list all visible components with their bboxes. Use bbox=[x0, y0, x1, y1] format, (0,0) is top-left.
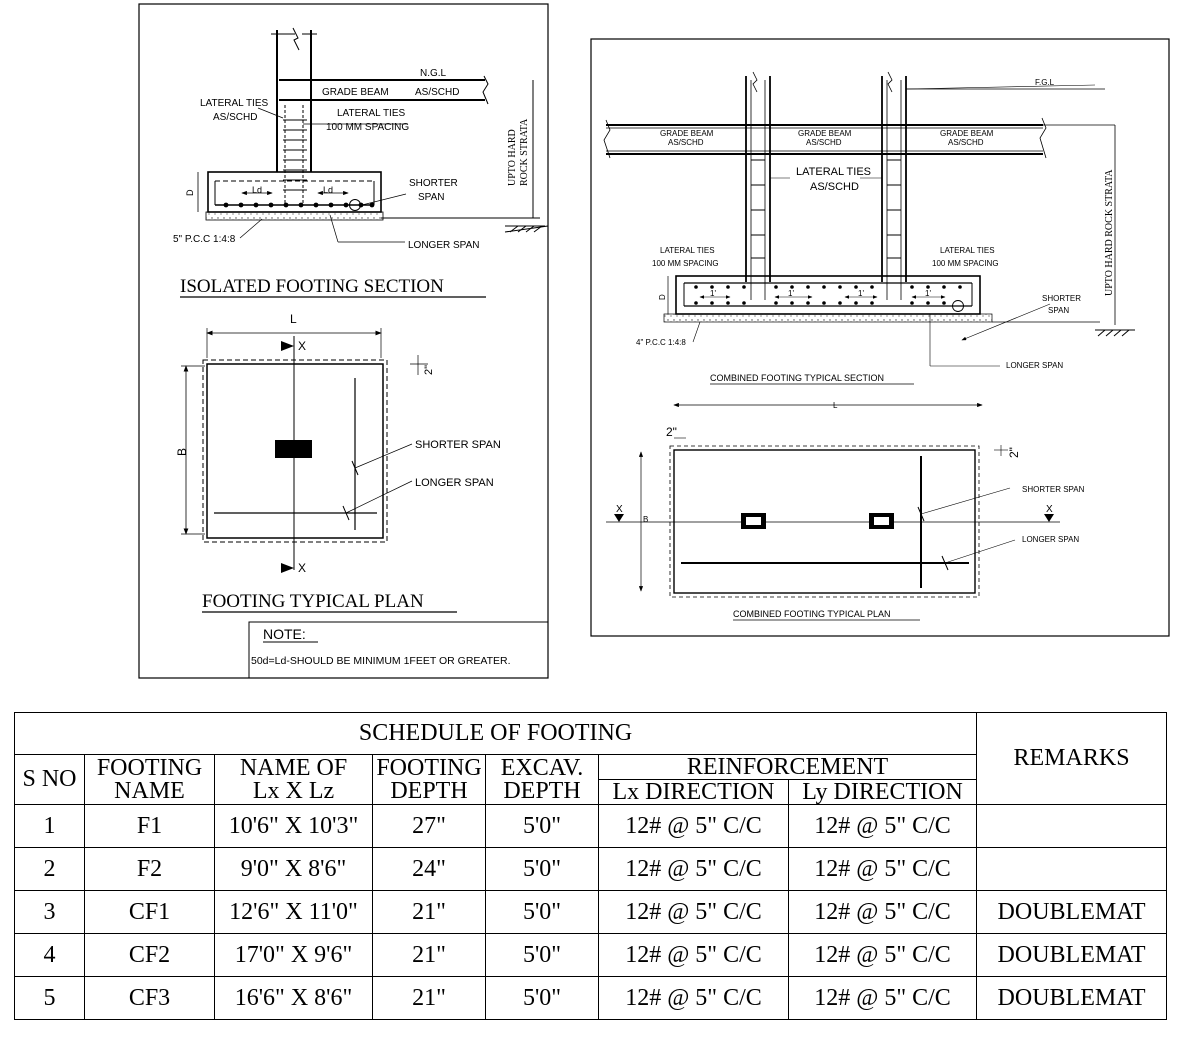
plan-longer-span: LONGER SPAN bbox=[415, 477, 494, 489]
cell-ly: 12# @ 5" C/C bbox=[789, 848, 977, 891]
cf-longer-span: LONGER SPAN bbox=[1022, 535, 1080, 544]
header-size bbox=[215, 755, 373, 805]
one-ft-1: 1' bbox=[710, 289, 716, 298]
header-remarks: REMARKS bbox=[977, 713, 1167, 805]
cell-ly: 12# @ 5" C/C bbox=[789, 977, 977, 1020]
cell-size: 10'6" X 10'3" bbox=[215, 805, 373, 848]
cell-name: CF2 bbox=[85, 934, 215, 977]
cell-size: 17'0" X 9'6" bbox=[215, 934, 373, 977]
header-footing-name bbox=[85, 755, 215, 805]
grade-beam-schd-label: AS/SCHD bbox=[415, 87, 460, 98]
header-depth-2: DEPTH bbox=[390, 777, 468, 804]
lt-left-label: LATERAL TIES bbox=[660, 246, 715, 255]
table-row bbox=[15, 977, 1167, 1020]
cf-shorter-2: SPAN bbox=[1048, 306, 1070, 315]
cell-remarks: DOUBLEMAT bbox=[977, 977, 1167, 1020]
column-block bbox=[275, 440, 312, 458]
header-depth-1: FOOTING bbox=[376, 754, 482, 781]
cell-size: 9'0" X 8'6" bbox=[215, 848, 373, 891]
combined-footing-section bbox=[604, 72, 1135, 366]
cf-column-2-inner bbox=[874, 517, 889, 525]
cell-remarks bbox=[977, 805, 1167, 848]
cf-section-title: COMBINED FOOTING TYPICAL SECTION bbox=[710, 373, 885, 383]
cf-shorter-1: SHORTER bbox=[1042, 294, 1081, 303]
gb-label-2: GRADE BEAM bbox=[798, 129, 852, 138]
one-ft-4: 1' bbox=[925, 289, 931, 298]
cell-depth: 21" bbox=[373, 934, 486, 977]
spacing-label: 100 MM SPACING bbox=[326, 122, 410, 133]
longer-span-label: LONGER SPAN bbox=[408, 240, 480, 251]
schedule-of-footing bbox=[14, 712, 1166, 1022]
table-row bbox=[15, 805, 1167, 848]
one-ft-3: 1' bbox=[858, 289, 864, 298]
header-sno: S NO bbox=[15, 755, 85, 805]
cell-name: F2 bbox=[85, 848, 215, 891]
cell-excav: 5'0" bbox=[486, 891, 599, 934]
header-excav bbox=[486, 755, 599, 805]
lateral-ties-2-label: LATERAL TIES bbox=[337, 108, 406, 119]
header-size-2: Lx X Lz bbox=[252, 777, 335, 804]
cell-ly: 12# @ 5" C/C bbox=[789, 805, 977, 848]
lt-left-spacing: 100 MM SPACING bbox=[652, 259, 719, 268]
gb-label-3: GRADE BEAM bbox=[940, 129, 994, 138]
cell-excav: 5'0" bbox=[486, 805, 599, 848]
cell-ly: 12# @ 5" C/C bbox=[789, 891, 977, 934]
cf-shorter-span: SHORTER SPAN bbox=[1022, 485, 1085, 494]
gb-label-1: GRADE BEAM bbox=[660, 129, 714, 138]
cell-depth: 21" bbox=[373, 977, 486, 1020]
cf-x-right: X bbox=[1046, 504, 1053, 515]
lt-right-label: LATERAL TIES bbox=[940, 246, 995, 255]
header-size-1: NAME OF bbox=[239, 754, 348, 781]
cf-lateral-ties: LATERAL TIES bbox=[796, 166, 871, 178]
note-text: 50d=Ld-SHOULD BE MINIMUM 1FEET OR GREATER. bbox=[251, 655, 511, 667]
cell-remarks: DOUBLEMAT bbox=[977, 934, 1167, 977]
cf-longer: LONGER SPAN bbox=[1006, 361, 1064, 370]
cell-lx: 12# @ 5" C/C bbox=[599, 848, 789, 891]
cf-two-inch-vert: 2" bbox=[1007, 447, 1021, 458]
cell-excav: 5'0" bbox=[486, 977, 599, 1020]
cell-lx: 12# @ 5" C/C bbox=[599, 891, 789, 934]
header-ly: Ly DIRECTION bbox=[789, 780, 977, 805]
schedule-title: SCHEDULE OF FOOTING bbox=[15, 713, 977, 755]
cell-sno: 5 bbox=[15, 977, 85, 1020]
header-footing-name-2: NAME bbox=[114, 777, 185, 804]
plan-title: FOOTING TYPICAL PLAN bbox=[202, 591, 424, 612]
cell-sno: 1 bbox=[15, 805, 85, 848]
cf-cut-arrows bbox=[614, 514, 1054, 522]
one-ft-2: 1' bbox=[788, 289, 794, 298]
gb-schd-3: AS/SCHD bbox=[948, 138, 984, 147]
cell-name: CF3 bbox=[85, 977, 215, 1020]
cell-remarks: DOUBLEMAT bbox=[977, 891, 1167, 934]
gb-schd-1: AS/SCHD bbox=[668, 138, 704, 147]
plan-shorter-span: SHORTER SPAN bbox=[415, 439, 501, 451]
cf-two-inch: 2" bbox=[666, 425, 677, 439]
header-depth bbox=[373, 755, 486, 805]
cell-excav: 5'0" bbox=[486, 934, 599, 977]
d-label: D bbox=[185, 189, 195, 196]
header-excav-1: EXCAV. bbox=[500, 754, 584, 781]
cell-lx: 12# @ 5" C/C bbox=[599, 805, 789, 848]
cf-upto-strata: UPTO HARD ROCK STRATA bbox=[1104, 169, 1115, 296]
cell-size: 12'6" X 11'0" bbox=[215, 891, 373, 934]
lateral-ties-schd-label: AS/SCHD bbox=[213, 112, 258, 123]
header-excav-2: DEPTH bbox=[503, 777, 581, 804]
cell-name: F1 bbox=[85, 805, 215, 848]
pcc-label: 5" P.C.C 1:4:8 bbox=[173, 234, 236, 245]
cell-sno: 4 bbox=[15, 934, 85, 977]
combined-rebar-dots bbox=[694, 285, 962, 305]
ld-label-right: Ld bbox=[323, 185, 334, 195]
cell-remarks bbox=[977, 848, 1167, 891]
table-row bbox=[15, 848, 1167, 891]
cf-b-label: B bbox=[643, 515, 649, 524]
isolated-footing-section bbox=[198, 28, 548, 242]
cf-lateral-ties-schd: AS/SCHD bbox=[810, 181, 859, 193]
cf-l-label: L bbox=[833, 401, 838, 410]
gb-schd-2: AS/SCHD bbox=[806, 138, 842, 147]
ngl-label: N.G.L bbox=[420, 68, 447, 79]
plan-l-label: L bbox=[290, 312, 297, 326]
rock-strata-label: ROCK STRATA bbox=[519, 118, 530, 186]
cf-pcc: 4" P.C.C 1:4:8 bbox=[636, 338, 686, 347]
ld-label-left: Ld bbox=[252, 185, 263, 195]
lateral-ties-label: LATERAL TIES bbox=[200, 98, 269, 109]
right-sheet bbox=[591, 39, 1169, 636]
left-sheet bbox=[139, 4, 548, 678]
cell-lx: 12# @ 5" C/C bbox=[599, 977, 789, 1020]
cell-sno: 3 bbox=[15, 891, 85, 934]
header-footing-name-1: FOOTING bbox=[96, 754, 203, 781]
fgl-label: F.G.L bbox=[1035, 78, 1055, 87]
plan-b-label: B bbox=[175, 447, 189, 456]
cell-sno: 2 bbox=[15, 848, 85, 891]
cell-lx: 12# @ 5" C/C bbox=[599, 934, 789, 977]
table-row bbox=[15, 891, 1167, 934]
header-lx: Lx DIRECTION bbox=[599, 780, 789, 805]
cell-depth: 21" bbox=[373, 891, 486, 934]
shorter-label-1: SHORTER bbox=[409, 178, 458, 189]
cell-ly: 12# @ 5" C/C bbox=[789, 934, 977, 977]
table-row bbox=[15, 934, 1167, 977]
plan-two-inch: 2" bbox=[423, 364, 435, 375]
cell-depth: 27" bbox=[373, 805, 486, 848]
grade-beam-label: GRADE BEAM bbox=[322, 87, 389, 98]
cf-x-left: X bbox=[616, 504, 623, 515]
note-title: NOTE: bbox=[263, 626, 306, 642]
plan-x-top: X bbox=[298, 339, 307, 353]
cf-column-1-inner bbox=[746, 517, 761, 525]
shorter-label-2: SPAN bbox=[418, 192, 445, 203]
upto-hard-label: UPTO HARD bbox=[507, 129, 518, 186]
header-reinforcement: REINFORCEMENT bbox=[599, 755, 977, 780]
lt-right-spacing: 100 MM SPACING bbox=[932, 259, 999, 268]
cell-depth: 24" bbox=[373, 848, 486, 891]
plan-x-bottom: X bbox=[298, 561, 307, 575]
cell-excav: 5'0" bbox=[486, 848, 599, 891]
cell-name: CF1 bbox=[85, 891, 215, 934]
cf-plan-title: COMBINED FOOTING TYPICAL PLAN bbox=[733, 609, 891, 619]
cf-d-label: D bbox=[658, 294, 667, 300]
isolated-section-title: ISOLATED FOOTING SECTION bbox=[180, 276, 444, 297]
cell-size: 16'6" X 8'6" bbox=[215, 977, 373, 1020]
